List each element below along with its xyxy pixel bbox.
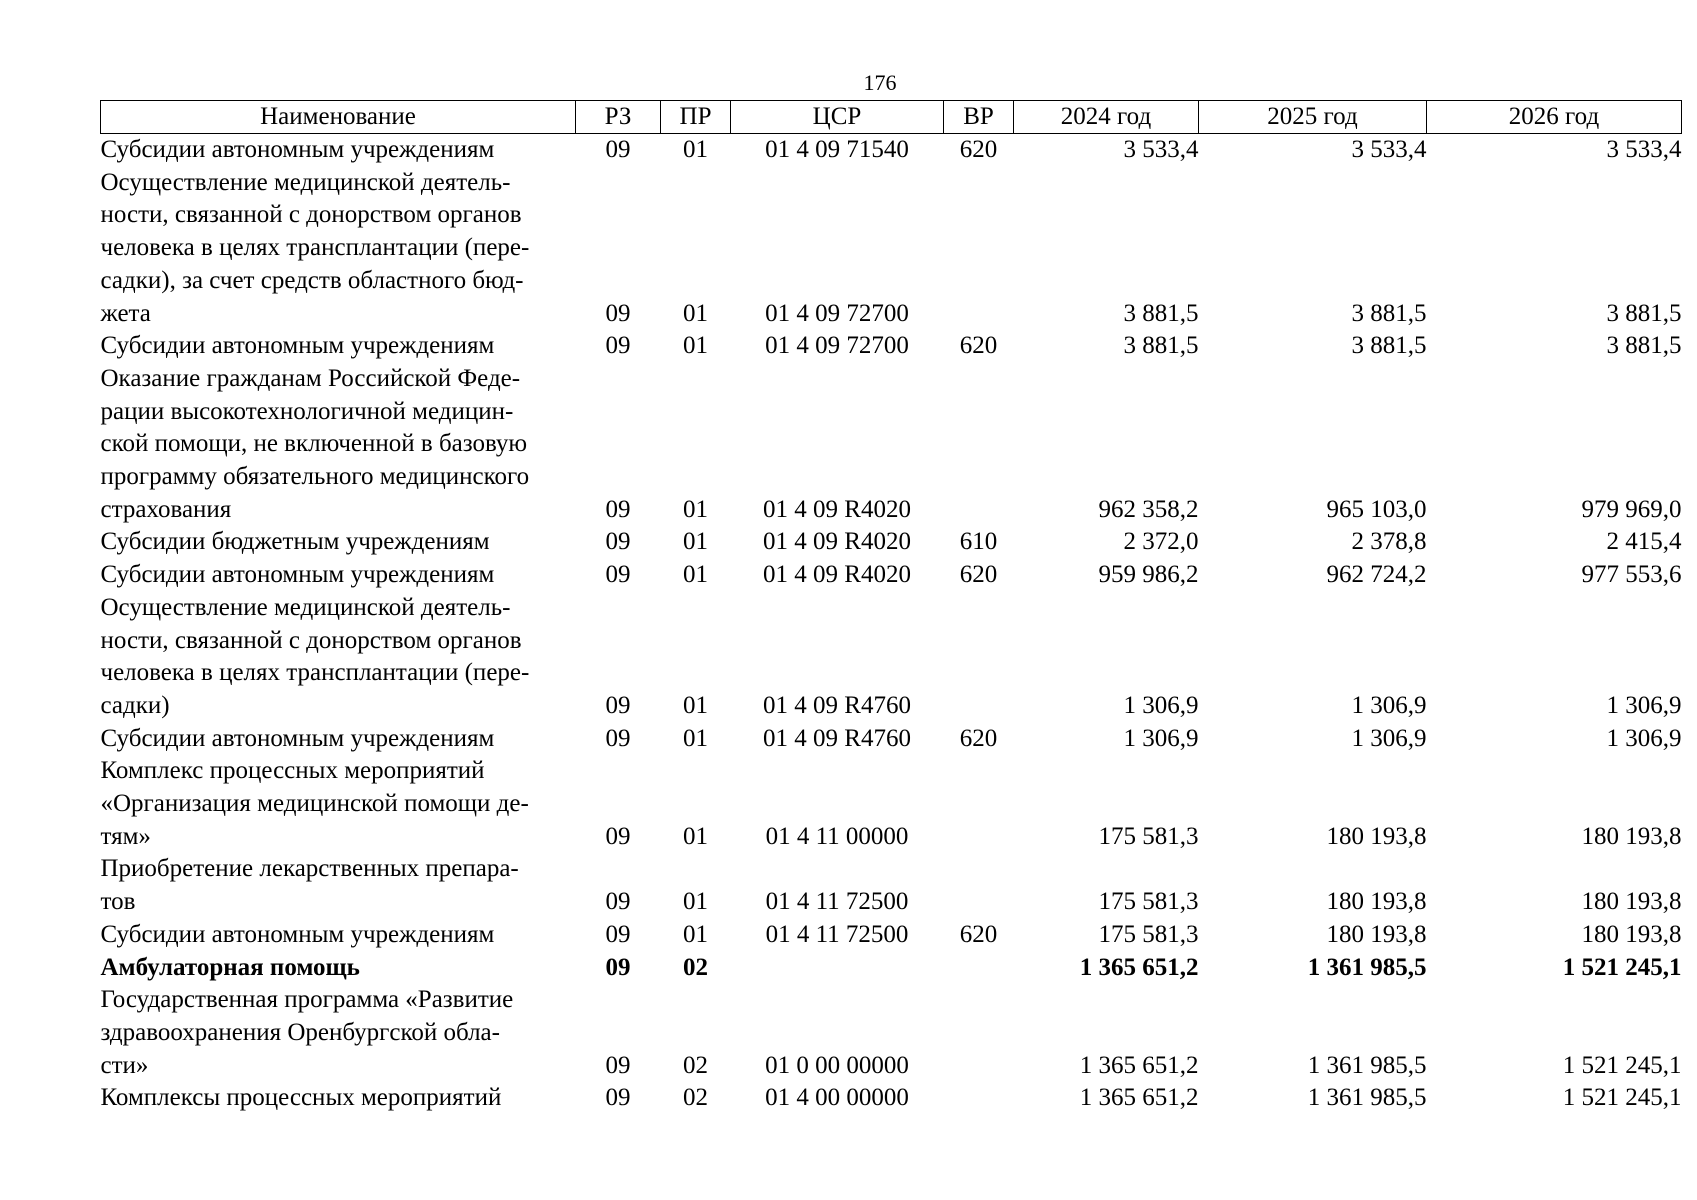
cell-2026: 977 553,6	[1581, 561, 1682, 589]
cell-2026: 180 193,8	[1581, 920, 1682, 948]
cell-vr	[944, 1082, 1014, 1115]
cell-csr: 01 4 09 72700	[765, 332, 909, 360]
table-row	[101, 755, 1682, 853]
cell-rz: 09	[605, 332, 631, 360]
cell-vr: 620	[959, 332, 998, 360]
cell-rz: 09	[605, 528, 631, 556]
cell-2024: 1 365 651,2	[1079, 1084, 1199, 1112]
cell-2024: 1 365 651,2	[1079, 1051, 1199, 1079]
cell-name: Субсидии автономным учреждениям	[100, 136, 495, 163]
table-header-row	[101, 101, 1682, 134]
cell-vr: 620	[959, 724, 998, 752]
cell-2024: 175 581,3	[1098, 822, 1199, 850]
cell-name: Амбулаторная помощь	[100, 953, 360, 981]
cell-2026: 180 193,8	[1581, 888, 1682, 916]
cell-2026: 2 415,4	[1606, 528, 1682, 556]
cell-vr	[944, 167, 1014, 331]
cell-name: Комплексы процессных мероприятий	[100, 1084, 502, 1112]
cell-2024: 3 533,4	[1123, 136, 1199, 163]
cell-pr: 01	[683, 822, 708, 850]
cell-2024: 1 306,9	[1123, 691, 1199, 719]
table-row	[101, 592, 1682, 723]
cell-2026: 180 193,8	[1581, 822, 1682, 850]
header-2024: 2024 год	[1014, 101, 1199, 134]
cell-csr: 01 4 09 R4020	[763, 561, 911, 589]
table-row	[101, 723, 1682, 756]
cell-2025: 1 361 985,5	[1307, 1051, 1427, 1079]
cell-pr: 02	[683, 1051, 708, 1079]
cell-rz: 09	[605, 888, 631, 916]
cell-rz: 09	[605, 822, 631, 850]
cell-name: Государственная программа «Развитие здравоохранения Оренбургской обла- сти»	[100, 986, 514, 1079]
cell-pr: 01	[683, 888, 708, 916]
cell-2026: 1 306,9	[1606, 724, 1682, 752]
cell-2026: 3 533,4	[1606, 136, 1682, 163]
cell-2026: 979 969,0	[1581, 495, 1682, 523]
cell-name: Приобретение лекарственных препара- тов	[100, 855, 519, 916]
table-row	[101, 1082, 1682, 1115]
header-pr: ПР	[661, 101, 731, 134]
table-row	[101, 134, 1682, 167]
cell-2024: 3 881,5	[1123, 332, 1199, 360]
cell-rz: 09	[605, 1051, 631, 1079]
cell-2024: 962 358,2	[1098, 495, 1199, 523]
cell-vr	[944, 363, 1014, 527]
cell-2025: 3 881,5	[1351, 332, 1427, 360]
page-number: 176	[863, 70, 897, 95]
cell-2025: 1 306,9	[1351, 724, 1427, 752]
header-2025: 2025 год	[1199, 101, 1427, 134]
cell-2024: 959 986,2	[1098, 561, 1199, 589]
cell-csr: 01 4 11 72500	[765, 920, 909, 948]
cell-2025: 180 193,8	[1326, 920, 1427, 948]
cell-pr: 01	[683, 495, 708, 523]
cell-rz: 09	[605, 561, 631, 589]
cell-pr: 01	[683, 299, 708, 327]
header-vr: ВР	[944, 101, 1014, 134]
cell-2025: 3 533,4	[1351, 136, 1427, 163]
cell-rz: 09	[605, 299, 631, 327]
header-csr: ЦСР	[731, 101, 944, 134]
cell-2025: 180 193,8	[1326, 888, 1427, 916]
cell-csr: 01 4 09 R4020	[763, 495, 911, 523]
cell-2024: 2 372,0	[1123, 528, 1199, 556]
cell-2025: 3 881,5	[1351, 299, 1427, 327]
cell-pr: 01	[683, 561, 708, 589]
cell-2025: 962 724,2	[1326, 561, 1427, 589]
cell-pr: 01	[683, 920, 708, 948]
cell-2024: 1 306,9	[1123, 724, 1199, 752]
cell-vr: 620	[959, 136, 998, 163]
cell-csr: 01 4 09 R4760	[763, 724, 911, 752]
cell-name: Субсидии автономным учреждениям	[100, 561, 495, 589]
cell-2025: 1 306,9	[1351, 691, 1427, 719]
cell-name: Субсидии автономным учреждениям	[100, 724, 495, 752]
cell-csr: 01 0 00 00000	[765, 1051, 909, 1079]
cell-csr	[731, 952, 944, 985]
cell-rz: 09	[605, 920, 631, 948]
cell-rz: 09	[605, 953, 631, 981]
cell-2024: 1 365 651,2	[1079, 953, 1199, 981]
cell-name: Комплекс процессных мероприятий «Организация медицинской помощи де- тям»	[100, 757, 529, 850]
cell-csr: 01 4 09 71540	[765, 136, 909, 163]
cell-2026: 1 306,9	[1606, 691, 1682, 719]
cell-vr	[944, 952, 1014, 985]
cell-2024: 175 581,3	[1098, 888, 1199, 916]
cell-csr: 01 4 09 R4020	[763, 528, 911, 556]
cell-2026: 1 521 245,1	[1562, 1084, 1682, 1112]
table-row	[101, 363, 1682, 527]
table-row	[101, 330, 1682, 363]
cell-name: Осуществление медицинской деятель- ности, связанной с донорством органов человека в целях трансплантации (пере- садки)	[100, 593, 530, 719]
cell-csr: 01 4 11 00000	[765, 822, 909, 850]
cell-rz: 09	[605, 691, 631, 719]
cell-2026: 1 521 245,1	[1562, 1051, 1682, 1079]
cell-name: Субсидии автономным учреждениям	[100, 332, 495, 360]
cell-pr: 01	[683, 691, 708, 719]
table-row	[101, 526, 1682, 559]
budget-table	[100, 100, 1682, 1115]
cell-csr: 01 4 09 R4760	[763, 691, 911, 719]
cell-rz: 09	[605, 1084, 631, 1112]
cell-2026: 3 881,5	[1606, 299, 1682, 327]
cell-csr: 01 4 09 72700	[765, 299, 909, 327]
cell-pr: 01	[683, 724, 708, 752]
cell-2025: 2 378,8	[1351, 528, 1427, 556]
table-row	[101, 559, 1682, 592]
cell-rz: 09	[605, 724, 631, 752]
cell-pr: 01	[683, 528, 708, 556]
cell-2026: 1 521 245,1	[1562, 953, 1682, 981]
cell-vr	[944, 755, 1014, 853]
cell-2025: 180 193,8	[1326, 822, 1427, 850]
cell-pr: 02	[683, 953, 708, 981]
table-row	[101, 984, 1682, 1082]
cell-vr	[944, 853, 1014, 918]
cell-2025: 1 361 985,5	[1307, 1084, 1427, 1112]
cell-name: Субсидии бюджетным учреждениям	[100, 528, 490, 556]
cell-pr: 01	[683, 136, 708, 163]
table-row	[101, 952, 1682, 985]
cell-2025: 965 103,0	[1326, 495, 1427, 523]
cell-2026: 3 881,5	[1606, 332, 1682, 360]
header-rz: РЗ	[576, 101, 661, 134]
cell-2024: 3 881,5	[1123, 299, 1199, 327]
cell-vr: 620	[959, 920, 998, 948]
cell-csr: 01 4 11 72500	[765, 888, 909, 916]
header-2026: 2026 год	[1427, 101, 1682, 134]
cell-vr: 620	[959, 561, 998, 589]
cell-pr: 02	[683, 1084, 708, 1112]
cell-name: Субсидии автономным учреждениям	[100, 920, 495, 948]
cell-vr: 610	[959, 528, 998, 556]
table-row	[101, 853, 1682, 918]
cell-name: Осуществление медицинской деятель- ности, связанной с донорством органов человека в целях трансплантации (пере- садки), за счет средств областного бюд- жета	[100, 168, 530, 327]
cell-2025: 1 361 985,5	[1307, 953, 1427, 981]
cell-rz: 09	[605, 495, 631, 523]
cell-csr: 01 4 00 00000	[765, 1084, 909, 1112]
table-row	[101, 167, 1682, 331]
cell-pr: 01	[683, 332, 708, 360]
cell-name: Оказание гражданам Российской Феде- рации высокотехнологичной медицин- ской помощи, не включенной в базовую программу обязательного медицинского страхования	[100, 364, 530, 523]
cell-rz: 09	[605, 136, 631, 163]
table-row	[101, 919, 1682, 952]
cell-2024: 175 581,3	[1098, 920, 1199, 948]
table-body	[101, 134, 1682, 1116]
cell-vr	[944, 984, 1014, 1082]
header-name: Наименование	[101, 101, 576, 134]
cell-vr	[944, 592, 1014, 723]
